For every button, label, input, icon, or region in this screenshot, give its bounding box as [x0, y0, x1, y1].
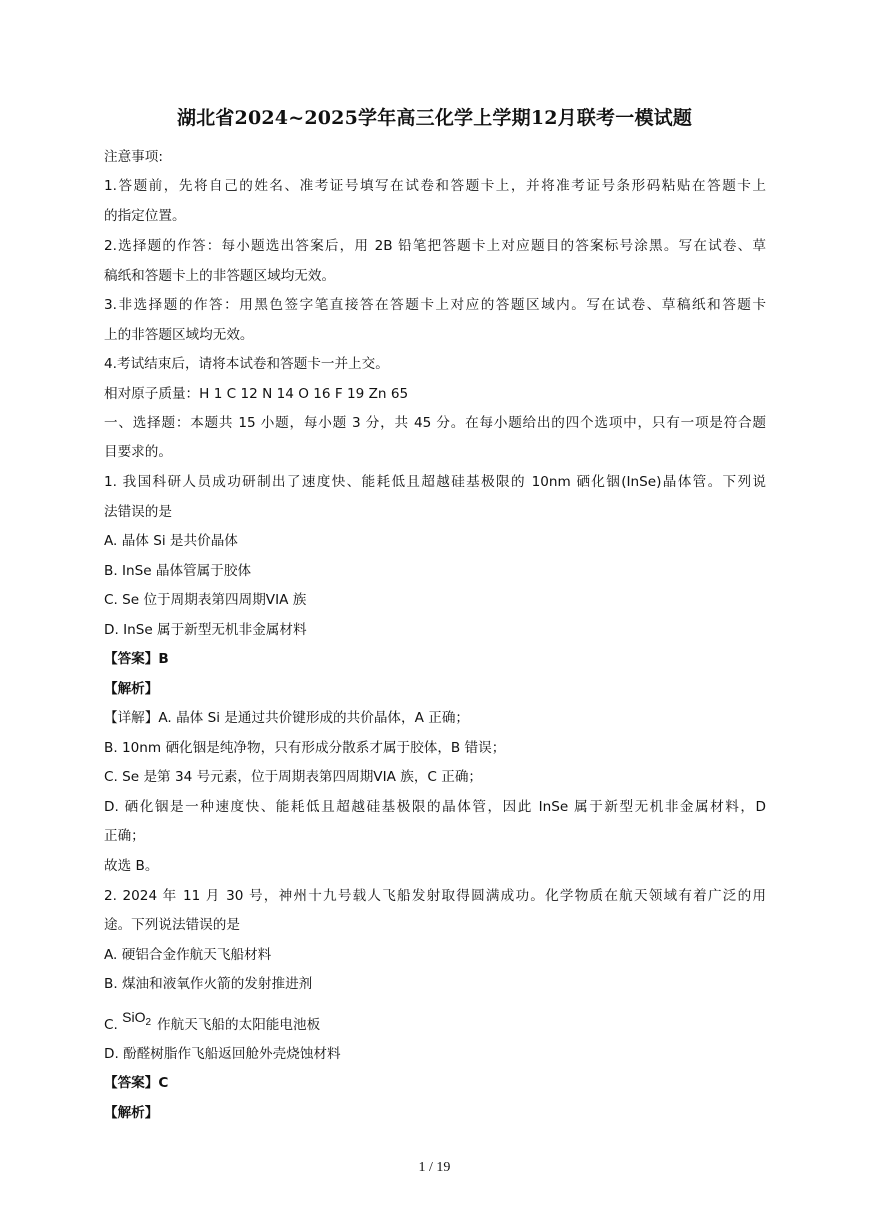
q1-stem-line-2: 法错误的是 — [104, 504, 172, 520]
q2-option-c — [104, 1009, 766, 1041]
notice-line-5: 3.非选择题的作答：用黑色签字笔直接答在答题卡上对应的答题区域内。写在试卷、草稿纸和答题卡 — [104, 297, 766, 313]
q2-option-a: A. 硬铝合金作航天飞船材料 — [104, 947, 272, 963]
notice-line-4: 稿纸和答题卡上的非答题区域均无效。 — [104, 268, 336, 284]
q1-detail-line-5: 正确； — [104, 828, 145, 844]
q1-detail-line-6: 故选 B。 — [104, 858, 159, 874]
q1-option-d: D. InSe 属于新型无机非金属材料 — [104, 622, 307, 638]
q2-option-c-prefix: C. — [104, 1017, 123, 1033]
atomic-mass-line: 相对原子质量：H 1 C 12 N 14 O 16 F 19 Zn 65 — [104, 386, 409, 402]
q1-option-c: C. Se 位于周期表第四周期VIA 族 — [104, 592, 307, 608]
q2-answer: 【答案】C — [104, 1075, 169, 1091]
q1-stem-line-1: 1. 我国科研人员成功研制出了速度快、能耗低且超越硅基极限的 10nm 硒化铟(InSe)晶体管。下列说 — [104, 474, 766, 490]
q1-detail-line-4: D. 硒化铟是一种速度快、能耗低且超越硅基极限的晶体管，因此 InSe 属于新型无机非金属材料，D — [104, 799, 766, 815]
notice-line-2: 的指定位置。 — [104, 208, 186, 224]
q1-analysis-label: 【解析】 — [104, 681, 159, 697]
q1-answer: 【答案】B — [104, 651, 169, 667]
q1-detail-line-3: C. Se 是第 34 号元素，位于周期表第四周期VIA 族，C 正确； — [104, 769, 483, 785]
notice-line-3: 2.选择题的作答：每小题选出答案后，用 2B 铅笔把答题卡上对应题目的答案标号涂黑。写在试卷、草 — [104, 238, 766, 254]
page-number: 1 / 19 — [418, 1160, 451, 1175]
notice-line-6: 上的非答题区域均无效。 — [104, 327, 254, 343]
notice-line-7: 4.考试结束后，请将本试卷和答题卡一并上交。 — [104, 356, 389, 372]
sio2-formula — [122, 1009, 152, 1028]
sio2-formula-subscript: 2 — [145, 1017, 152, 1028]
q1-option-a: A. 晶体 Si 是共价晶体 — [104, 533, 238, 549]
q2-option-b: B. 煤油和液氧作火箭的发射推进剂 — [104, 976, 313, 992]
page-title: 湖北省2024~2025学年高三化学上学期12月联考一模试题 — [176, 107, 693, 129]
sio2-formula-base: SiO — [122, 1009, 146, 1025]
q2-option-c-text: 作航天飞船的太阳能电池板 — [157, 1017, 321, 1033]
q1-detail-line-1: 【详解】A. 晶体 Si 是通过共价键形成的共价晶体，A 正确； — [104, 710, 470, 726]
q1-detail-line-2: B. 10nm 硒化铟是纯净物，只有形成分散系才属于胶体，B 错误； — [104, 740, 506, 756]
notice-line-1: 1.答题前，先将自己的姓名、准考证号填写在试卷和答题卡上，并将准考证号条形码粘贴在答题卡上 — [104, 178, 766, 194]
q2-analysis-label: 【解析】 — [104, 1105, 159, 1121]
section-1-line-2: 目要求的。 — [104, 444, 172, 460]
q1-option-b: B. InSe 晶体管属于胶体 — [104, 563, 252, 579]
q2-stem-line-1: 2. 2024 年 11 月 30 号，神州十九号载人飞船发射取得圆满成功。化学物质在航天领域有着广泛的用 — [104, 888, 766, 904]
section-1-line-1: 一、选择题：本题共 15 小题，每小题 3 分，共 45 分。在每小题给出的四个选项中，只有一项是符合题 — [104, 415, 766, 431]
q2-stem-line-2: 途。下列说法错误的是 — [104, 917, 240, 933]
q2-option-d: D. 酚醛树脂作飞船返回舱外壳烧蚀材料 — [104, 1046, 341, 1062]
notice-heading: 注意事项: — [104, 149, 163, 165]
